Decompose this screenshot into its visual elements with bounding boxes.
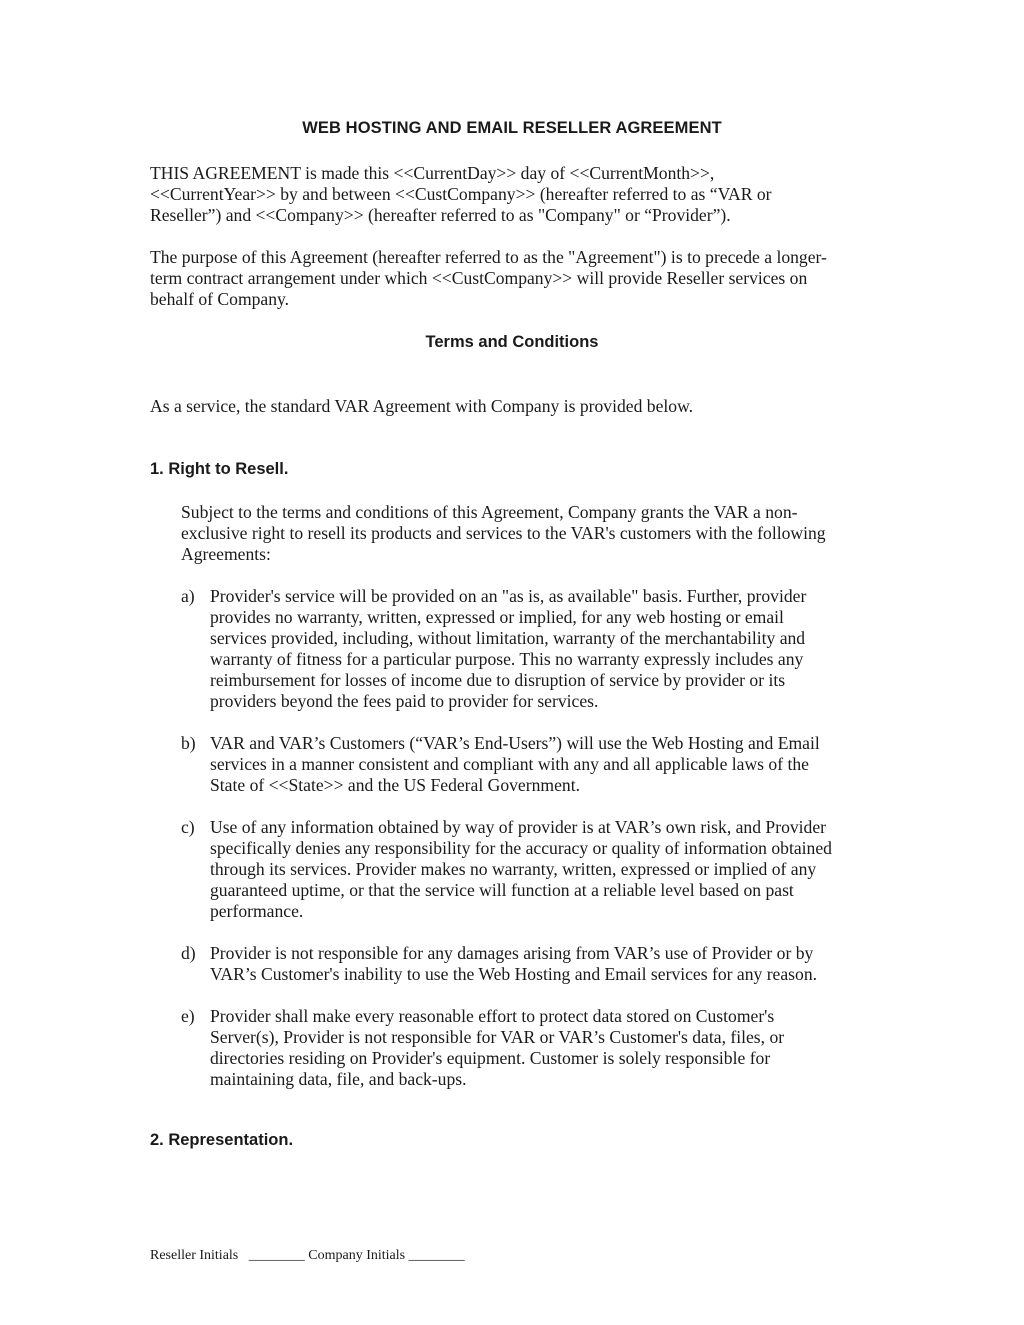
list-marker: e) (181, 1006, 195, 1026)
list-marker: b) (181, 733, 196, 753)
intro-paragraph-2: The purpose of this Agreement (hereafter referred to as the "Agreement") is to precede a longer- term contract arrangement under which <<CustCompany>> will provide Reseller services on behalf of Company. (150, 247, 827, 309)
list-item-text: Use of any information obtained by way of provider is at VAR’s own risk, and Provider specifically denies any responsibility for the accuracy or quality of information obtained through its services. Provider makes no warranty, written, expressed or implied of any guaranteed uptime, or that the service will function at a reliable level based on past performance. (210, 817, 832, 921)
list-item-text: Provider is not responsible for any damages arising from VAR’s use of Provider or by VAR’s Customer's inability to use the Web Hosting and Email services for any reason. (210, 943, 818, 984)
list-item-text: Provider's service will be provided on an "as is, as available" basis. Further, provider provides no warranty, written, expressed or implied, for any web hosting or email services provided, including, without limitation, warranty of the merchantability and warranty of fitness for a particular purpose. This no warranty expressly includes any reimbursement for losses of income due to disruption of service by provider or its providers beyond the fees paid to provider for services. (210, 586, 807, 711)
intro-paragraph-1: THIS AGREEMENT is made this <<CurrentDay>> day of <<CurrentMonth>>, <<CurrentYear>> by and between <<CustCompany>> (hereafter referred to as “VAR or Reseller”) and <<Company>> (hereafter referred to as "Company" or “Provider”). (150, 163, 772, 225)
section-1-intro: Subject to the terms and conditions of this Agreement, Company grants the VAR a non- exclusive right to resell its products and services to the VAR's customers with the following Agreements: (181, 502, 826, 564)
list-marker: d) (181, 943, 196, 963)
section-2-heading: 2. Representation. (150, 1131, 294, 1149)
list-marker: a) (181, 586, 195, 606)
initials-footer: Reseller Initials ________ Company Initials ________ (150, 1248, 465, 1263)
list-item-text: VAR and VAR’s Customers (“VAR’s End-Users”) will use the Web Hosting and Email services in a manner consistent and compliant with any and all applicable laws of the State of <<State>> and the US Federal Government. (210, 733, 820, 795)
section-1-heading: 1. Right to Resell. (150, 460, 289, 478)
document-title: WEB HOSTING AND EMAIL RESELLER AGREEMENT (302, 119, 722, 137)
terms-heading: Terms and Conditions (425, 333, 599, 351)
list-item-text: Provider shall make every reasonable effort to protect data stored on Customer's Server(s), Provider is not responsible for VAR or VAR’s Customer's data, files, or directories residing on Provider's equipment. Customer is solely responsible for maintaining data, file, and back-ups. (210, 1006, 785, 1089)
list-marker: c) (181, 817, 195, 837)
service-note: As a service, the standard VAR Agreement with Company is provided below. (150, 396, 694, 416)
